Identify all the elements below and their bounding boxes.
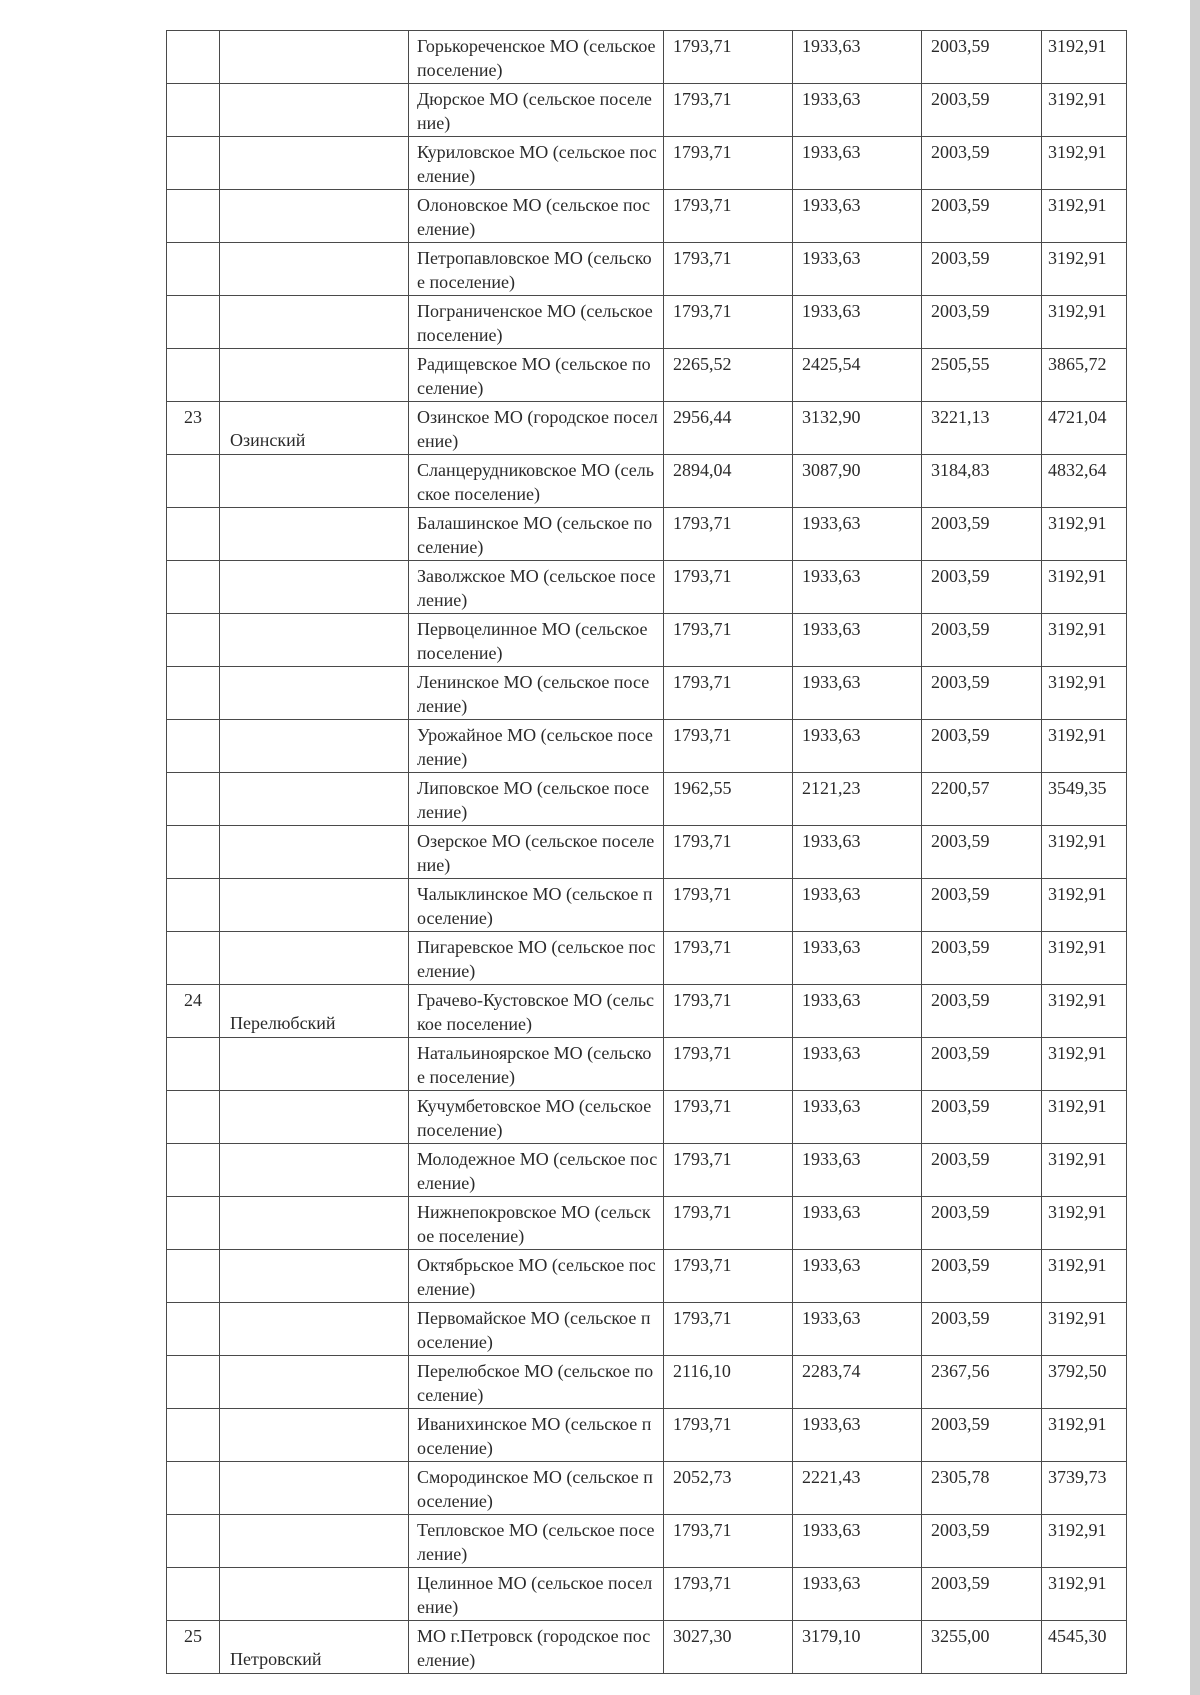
row-number-cell: 24: [167, 985, 220, 1038]
municipality-cell: Пигаревское МО (сельское поселение): [409, 932, 664, 985]
table-row: [167, 1356, 1127, 1409]
district-cell: [220, 84, 409, 137]
table-row: [167, 773, 1127, 826]
district-cell: [220, 1250, 409, 1303]
value-1-cell: 2052,73: [664, 1462, 793, 1515]
table-row: [167, 720, 1127, 773]
value-1-cell: 1793,71: [664, 1568, 793, 1621]
district-cell: [220, 1409, 409, 1462]
district-cell: [220, 1356, 409, 1409]
table-row: [167, 561, 1127, 614]
row-number-cell: [167, 1038, 220, 1091]
value-4-cell: 3192,91: [1042, 190, 1127, 243]
value-3-cell: 2003,59: [922, 614, 1042, 667]
value-2-cell: 2221,43: [793, 1462, 922, 1515]
row-number-cell: [167, 1197, 220, 1250]
table-row: [167, 296, 1127, 349]
table-row: [167, 614, 1127, 667]
value-4-cell: 3192,91: [1042, 1515, 1127, 1568]
table-row: [167, 1462, 1127, 1515]
value-3-cell: 2003,59: [922, 720, 1042, 773]
value-4-cell: 3192,91: [1042, 826, 1127, 879]
value-2-cell: 1933,63: [793, 31, 922, 84]
district-cell: [220, 720, 409, 773]
value-2-cell: 1933,63: [793, 879, 922, 932]
value-1-cell: 2894,04: [664, 455, 793, 508]
value-4-cell: 4832,64: [1042, 455, 1127, 508]
value-3-cell: 2003,59: [922, 667, 1042, 720]
value-3-cell: 2367,56: [922, 1356, 1042, 1409]
district-cell: [220, 296, 409, 349]
value-3-cell: 3221,13: [922, 402, 1042, 455]
value-1-cell: 2265,52: [664, 349, 793, 402]
value-2-cell: 1933,63: [793, 1091, 922, 1144]
municipality-cell: Целинное МО (сельское поселение): [409, 1568, 664, 1621]
value-2-cell: 1933,63: [793, 826, 922, 879]
value-2-cell: 1933,63: [793, 1409, 922, 1462]
municipality-cell: Сланцерудниковское МО (сельское поселение): [409, 455, 664, 508]
value-1-cell: 1793,71: [664, 508, 793, 561]
value-1-cell: 1793,71: [664, 190, 793, 243]
table-row: [167, 1197, 1127, 1250]
row-number-cell: [167, 137, 220, 190]
value-2-cell: 1933,63: [793, 667, 922, 720]
municipality-cell: Перелюбское МО (сельское поселение): [409, 1356, 664, 1409]
value-4-cell: 4545,30: [1042, 1621, 1127, 1674]
row-number-cell: [167, 932, 220, 985]
value-1-cell: 1793,71: [664, 1250, 793, 1303]
row-number-cell: [167, 1144, 220, 1197]
value-3-cell: 2003,59: [922, 985, 1042, 1038]
table-row: [167, 1409, 1127, 1462]
value-4-cell: 3549,35: [1042, 773, 1127, 826]
row-number-cell: [167, 296, 220, 349]
table-row: [167, 1250, 1127, 1303]
municipality-cell: Тепловское МО (сельское поселение): [409, 1515, 664, 1568]
value-3-cell: 2003,59: [922, 1038, 1042, 1091]
value-1-cell: 1793,71: [664, 1091, 793, 1144]
municipality-cell: Ленинское МО (сельское поселение): [409, 667, 664, 720]
table-row: [167, 1144, 1127, 1197]
row-number-cell: 25: [167, 1621, 220, 1674]
row-number-cell: [167, 879, 220, 932]
value-2-cell: 1933,63: [793, 1144, 922, 1197]
table-row: [167, 985, 1127, 1038]
municipality-cell: Чалыклинское МО (сельское поселение): [409, 879, 664, 932]
row-number-cell: [167, 614, 220, 667]
value-3-cell: 2003,59: [922, 1303, 1042, 1356]
value-4-cell: 3192,91: [1042, 243, 1127, 296]
value-2-cell: 1933,63: [793, 84, 922, 137]
row-number-cell: 23: [167, 402, 220, 455]
row-number-cell: [167, 1462, 220, 1515]
district-cell: [220, 31, 409, 84]
value-4-cell: 3192,91: [1042, 985, 1127, 1038]
value-3-cell: 2003,59: [922, 561, 1042, 614]
value-1-cell: 1793,71: [664, 561, 793, 614]
district-cell: [220, 190, 409, 243]
value-3-cell: 3255,00: [922, 1621, 1042, 1674]
row-number-cell: [167, 773, 220, 826]
table-row: [167, 1515, 1127, 1568]
district-cell: [220, 349, 409, 402]
value-4-cell: 4721,04: [1042, 402, 1127, 455]
table-row: [167, 31, 1127, 84]
value-3-cell: 2200,57: [922, 773, 1042, 826]
municipality-cell: Нижнепокровское МО (сельское поселение): [409, 1197, 664, 1250]
table-row: [167, 1621, 1127, 1674]
table-row: [167, 455, 1127, 508]
table-row: [167, 243, 1127, 296]
value-4-cell: 3192,91: [1042, 1197, 1127, 1250]
value-3-cell: 2003,59: [922, 1568, 1042, 1621]
value-1-cell: 1793,71: [664, 720, 793, 773]
scan-edge: [1190, 0, 1200, 1695]
row-number-cell: [167, 720, 220, 773]
value-1-cell: 1793,71: [664, 137, 793, 190]
value-1-cell: 1793,71: [664, 1409, 793, 1462]
municipality-cell: Петропавловское МО (сельское поселение): [409, 243, 664, 296]
district-cell: [220, 826, 409, 879]
row-number-cell: [167, 1409, 220, 1462]
value-1-cell: 1793,71: [664, 1038, 793, 1091]
table-row: [167, 879, 1127, 932]
value-1-cell: 1793,71: [664, 296, 793, 349]
district-cell: Озинский: [220, 402, 409, 455]
value-2-cell: 1933,63: [793, 508, 922, 561]
table-body: [167, 31, 1127, 1674]
value-1-cell: 1793,71: [664, 1197, 793, 1250]
table-row: [167, 137, 1127, 190]
municipality-cell: Липовское МО (сельское поселение): [409, 773, 664, 826]
table-row: [167, 190, 1127, 243]
row-number-cell: [167, 84, 220, 137]
municipality-cell: Первомайское МО (сельское поселение): [409, 1303, 664, 1356]
value-1-cell: 1793,71: [664, 985, 793, 1038]
table-row: [167, 84, 1127, 137]
value-3-cell: 3184,83: [922, 455, 1042, 508]
value-1-cell: 1793,71: [664, 826, 793, 879]
district-cell: [220, 1038, 409, 1091]
value-4-cell: 3192,91: [1042, 932, 1127, 985]
value-3-cell: 2003,59: [922, 190, 1042, 243]
value-1-cell: 1793,71: [664, 614, 793, 667]
table-row: [167, 667, 1127, 720]
value-1-cell: 1793,71: [664, 84, 793, 137]
table-row: [167, 932, 1127, 985]
value-4-cell: 3192,91: [1042, 1409, 1127, 1462]
value-3-cell: 2003,59: [922, 243, 1042, 296]
value-3-cell: 2003,59: [922, 826, 1042, 879]
value-3-cell: 2003,59: [922, 1515, 1042, 1568]
municipality-cell: Пограниченское МО (сельское поселение): [409, 296, 664, 349]
value-4-cell: 3192,91: [1042, 296, 1127, 349]
value-4-cell: 3192,91: [1042, 720, 1127, 773]
municipality-cell: Первоцелинное МО (сельское поселение): [409, 614, 664, 667]
table-row: [167, 508, 1127, 561]
table-row: [167, 402, 1127, 455]
district-cell: [220, 455, 409, 508]
district-cell: [220, 667, 409, 720]
district-cell: [220, 773, 409, 826]
table-row: [167, 1038, 1127, 1091]
table-row: [167, 349, 1127, 402]
row-number-cell: [167, 31, 220, 84]
value-4-cell: 3739,73: [1042, 1462, 1127, 1515]
value-4-cell: 3192,91: [1042, 667, 1127, 720]
district-cell: [220, 1568, 409, 1621]
value-2-cell: 1933,63: [793, 296, 922, 349]
value-4-cell: 3192,91: [1042, 1091, 1127, 1144]
value-4-cell: 3192,91: [1042, 614, 1127, 667]
value-3-cell: 2003,59: [922, 1091, 1042, 1144]
value-4-cell: 3192,91: [1042, 1144, 1127, 1197]
row-number-cell: [167, 1568, 220, 1621]
table-row: [167, 1568, 1127, 1621]
row-number-cell: [167, 561, 220, 614]
municipality-cell: Заволжское МО (сельское поселение): [409, 561, 664, 614]
value-3-cell: 2003,59: [922, 879, 1042, 932]
value-2-cell: 1933,63: [793, 1515, 922, 1568]
value-2-cell: 3132,90: [793, 402, 922, 455]
value-3-cell: 2003,59: [922, 137, 1042, 190]
municipality-cell: Озерское МО (сельское поселение): [409, 826, 664, 879]
municipality-cell: Куриловское МО (сельское поселение): [409, 137, 664, 190]
district-cell: [220, 137, 409, 190]
municipality-cell: Балашинское МО (сельское поселение): [409, 508, 664, 561]
value-3-cell: 2003,59: [922, 1144, 1042, 1197]
value-3-cell: 2003,59: [922, 1250, 1042, 1303]
district-cell: [220, 1515, 409, 1568]
value-1-cell: 2956,44: [664, 402, 793, 455]
municipality-cell: Грачево-Кустовское МО (сельское поселение): [409, 985, 664, 1038]
row-number-cell: [167, 455, 220, 508]
municipality-cell: Натальиноярское МО (сельское поселение): [409, 1038, 664, 1091]
district-cell: [220, 1303, 409, 1356]
value-1-cell: 1793,71: [664, 1303, 793, 1356]
district-cell: [220, 243, 409, 296]
municipality-cell: Горькореченское МО (сельское поселение): [409, 31, 664, 84]
district-cell: [220, 1091, 409, 1144]
value-2-cell: 1933,63: [793, 985, 922, 1038]
municipality-cell: Дюрское МО (сельское поселение): [409, 84, 664, 137]
value-1-cell: 1793,71: [664, 31, 793, 84]
municipality-cell: Октябрьское МО (сельское поселение): [409, 1250, 664, 1303]
value-1-cell: 2116,10: [664, 1356, 793, 1409]
value-2-cell: 1933,63: [793, 932, 922, 985]
table-row: [167, 1091, 1127, 1144]
district-cell: Перелюбский: [220, 985, 409, 1038]
value-2-cell: 1933,63: [793, 614, 922, 667]
row-number-cell: [167, 190, 220, 243]
value-2-cell: 2121,23: [793, 773, 922, 826]
value-3-cell: 2003,59: [922, 1409, 1042, 1462]
district-cell: [220, 1197, 409, 1250]
district-cell: [220, 508, 409, 561]
value-2-cell: 1933,63: [793, 720, 922, 773]
value-3-cell: 2003,59: [922, 508, 1042, 561]
value-4-cell: 3192,91: [1042, 879, 1127, 932]
value-2-cell: 1933,63: [793, 1303, 922, 1356]
value-1-cell: 1793,71: [664, 243, 793, 296]
value-2-cell: 1933,63: [793, 1568, 922, 1621]
municipality-cell: Урожайное МО (сельское поселение): [409, 720, 664, 773]
value-3-cell: 2003,59: [922, 31, 1042, 84]
value-3-cell: 2003,59: [922, 932, 1042, 985]
row-number-cell: [167, 826, 220, 879]
row-number-cell: [167, 667, 220, 720]
district-cell: [220, 1144, 409, 1197]
value-4-cell: 3792,50: [1042, 1356, 1127, 1409]
value-3-cell: 2305,78: [922, 1462, 1042, 1515]
municipality-cell: Смородинское МО (сельское поселение): [409, 1462, 664, 1515]
value-4-cell: 3192,91: [1042, 1250, 1127, 1303]
value-1-cell: 1793,71: [664, 667, 793, 720]
value-4-cell: 3192,91: [1042, 84, 1127, 137]
district-cell: [220, 1462, 409, 1515]
value-4-cell: 3192,91: [1042, 1038, 1127, 1091]
municipality-cell: Озинское МО (городское поселение): [409, 402, 664, 455]
row-number-cell: [167, 349, 220, 402]
table-row: [167, 826, 1127, 879]
value-1-cell: 1793,71: [664, 879, 793, 932]
value-3-cell: 2505,55: [922, 349, 1042, 402]
value-4-cell: 3192,91: [1042, 561, 1127, 614]
district-cell: [220, 561, 409, 614]
municipality-cell: Иванихинское МО (сельское поселение): [409, 1409, 664, 1462]
row-number-cell: [167, 1515, 220, 1568]
municipality-cell: МО г.Петровск (городское поселение): [409, 1621, 664, 1674]
row-number-cell: [167, 1091, 220, 1144]
row-number-cell: [167, 243, 220, 296]
value-2-cell: 3179,10: [793, 1621, 922, 1674]
value-2-cell: 2425,54: [793, 349, 922, 402]
municipality-cell: Олоновское МО (сельское поселение): [409, 190, 664, 243]
row-number-cell: [167, 1356, 220, 1409]
value-3-cell: 2003,59: [922, 1197, 1042, 1250]
value-2-cell: 2283,74: [793, 1356, 922, 1409]
municipality-cell: Кучумбетовское МО (сельское поселение): [409, 1091, 664, 1144]
value-1-cell: 1962,55: [664, 773, 793, 826]
district-cell: [220, 879, 409, 932]
value-1-cell: 1793,71: [664, 1144, 793, 1197]
municipality-cell: Радищевское МО (сельское поселение): [409, 349, 664, 402]
row-number-cell: [167, 1303, 220, 1356]
value-4-cell: 3192,91: [1042, 1568, 1127, 1621]
value-2-cell: 1933,63: [793, 1250, 922, 1303]
municipality-cell: Молодежное МО (сельское поселение): [409, 1144, 664, 1197]
row-number-cell: [167, 508, 220, 561]
value-4-cell: 3192,91: [1042, 508, 1127, 561]
value-1-cell: 1793,71: [664, 1515, 793, 1568]
table-row: [167, 1303, 1127, 1356]
tariff-table: [166, 30, 1127, 1674]
value-2-cell: 1933,63: [793, 1197, 922, 1250]
district-cell: [220, 932, 409, 985]
value-4-cell: 3192,91: [1042, 31, 1127, 84]
value-4-cell: 3865,72: [1042, 349, 1127, 402]
district-cell: Петровский: [220, 1621, 409, 1674]
value-2-cell: 1933,63: [793, 137, 922, 190]
value-1-cell: 3027,30: [664, 1621, 793, 1674]
row-number-cell: [167, 1250, 220, 1303]
value-1-cell: 1793,71: [664, 932, 793, 985]
value-2-cell: 1933,63: [793, 1038, 922, 1091]
value-3-cell: 2003,59: [922, 296, 1042, 349]
district-cell: [220, 614, 409, 667]
value-4-cell: 3192,91: [1042, 1303, 1127, 1356]
value-3-cell: 2003,59: [922, 84, 1042, 137]
value-2-cell: 3087,90: [793, 455, 922, 508]
value-4-cell: 3192,91: [1042, 137, 1127, 190]
value-2-cell: 1933,63: [793, 243, 922, 296]
value-2-cell: 1933,63: [793, 561, 922, 614]
value-2-cell: 1933,63: [793, 190, 922, 243]
